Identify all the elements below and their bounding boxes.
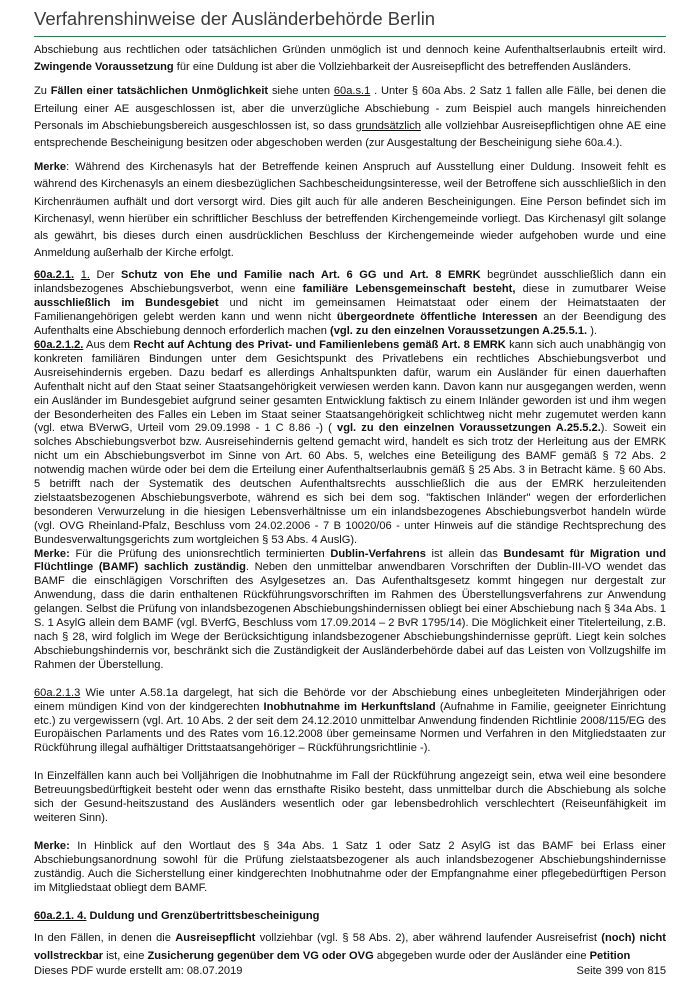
section-link-60a-s-1[interactable]: 60a.s.1 bbox=[333, 85, 371, 98]
page-footer bbox=[34, 965, 666, 977]
page-title: Verfahrenshinweise der Ausländerbehörde Berlin bbox=[34, 8, 666, 37]
footer-created-date: Dieses PDF wurde erstellt am: 08.07.2019 bbox=[34, 965, 243, 977]
paragraph-merke-dublin: Merke: Für die Prüfung des unionsrechtlich terminierten Dublin-Verfahrens ist allein das Bundesamt für Migration und Flüchtlinge (BAMF) sachlich zuständig. Neben den unmittelbar anwendbaren Vorschriften der Dublin-III-VO wendet das BAMF die einschlägigen Vorschriften des Asylgesetzes an. Das Aufenthaltsgesetz kommt hingegen nur dergestalt zur Anwendung, dass die darin enthaltenen Rückführungsvorschriften im Rahmen des Überstellungsverfahrens zur Anwendung gelangen. Selbst die Prüfung von inlandsbezogenen Abschiebungshindernissen obliegt bei einer Abschiebung nach § 34a Abs. 1 S. 1 AsylG allein dem BAMF (vgl. BVerfG, Beschluss vom 17.09.2014 – 2 BvR 1795/14). Die Möglichkeit einer Titelerteilung, z.B. nach § 28, wird folglich im Wege der Berücksichtigung inlandsbezogener Abschiebungshindernisse geprüft. Liegt kein solches Abschiebungshindernis vor, beschränkt sich die Zuständigkeit der Ausländerbehörde dabei auf das Leisten von Vollzugshilfe im Rahmen der Überstellung. bbox=[34, 547, 666, 671]
section-heading-60a-2-1-4: 60a.2.1. 4. Duldung und Grenzübertrittsbescheinigung bbox=[34, 909, 320, 922]
footer-page-number: Seite 399 von 815 bbox=[576, 965, 666, 977]
paragraph-volljaehrige: In Einzelfällen kann auch bei Volljährigen die Inobhutnahme im Fall der Rückführung angezeigt sein, etwa weil eine besondere Betreuungsbedürftigkeit besteht oder wenn das ernsthafte Risiko besteht, dass unmittelbar durch die Abschiebung als solche sich der Gesund-heitszustand des Ausländers wesentlich oder gar lebensbedrohlich verschlechtert (Reiseunfähigkeit im weiteren Sinn). bbox=[34, 770, 666, 824]
document-body bbox=[34, 42, 666, 965]
paragraph-kirchenasyl: Merke: Während des Kirchenasyls hat der Betreffende keinen Anspruch auf Ausstellung einer Duldung. Insoweit fehlt es während des Kirchenasyls an einem diesbezüglichen Sachbescheidungsinteresse, weil der Betroffene sich ausschließlich in den Kirchenräumen aufhält und dort versorgt wird. Dies gilt auch für alle anderen Bescheinigungen. Eine Person befindet sich im Kirchenasyl, wenn hierüber ein schriftlicher Beschluss der betreffenden Kirchengemeinde vorliegt. Das Kirchenasyl gilt solange als gewährt, bis dieses durch einen ausdrücklichen Beschluss der Kirchengemeinde wieder aufgehoben wurde und eine Anmeldung außerhalb der Kirche erfolgt. bbox=[34, 161, 666, 260]
paragraph-ausreisepflicht: In den Fällen, in denen die Ausreisepflicht vollziehbar (vgl. § 58 Abs. 2), aber während laufender Ausreisefrist (noch) nicht vollstreckbar ist, eine Zusicherung gegenüber dem VG oder OVG abgegeben wurde oder der Ausländer eine Petition bbox=[34, 932, 666, 962]
paragraph-60a-2-1-2: 60a.2.1.2. Aus dem Recht auf Achtung des Privat- und Familienlebens gemäß Art. 8 EMRK kann sich auch unabhängig von konkreten familiären Bindungen unter dem Gesichtspunkt des Privatlebens ein rechtliches Abschiebungsverbot und Ausreisehindernis ergeben. Dazu bedarf es allerdings Anhaltspunkten dafür, warum ein Ausländer für einen dauerhaften Aufenthalt nicht auf den Staat seiner Staatsangehörigkeit verwiesen werden kann. Davon kann nur ausgegangen werden, wenn ein Ausländer im Bundesgebiet aufgrund seiner gesamten Entwicklung faktisch zu einem Inländer geworden ist und ihm wegen der Besonderheiten des Falles ein Leben im Staat seiner Staatsangehörigkeit schlichtweg nicht mehr zugemutet werden kann (vgl. etwa BVerwG, Urteil vom 29.09.1998 - 1 C 8.86 -) ( vgl. zu den einzelnen Voraussetzungen A.25.5.2.). Soweit ein solches Abschiebungsverbot bzw. Ausreisehindernis geltend gemacht wird, handelt es sich trotz der Herleitung aus der EMRK nicht um ein Abschiebungsverbot im Sinne von Art. 60 Abs. 5, welches eine Beteiligung des BAMF gemäß § 72 Abs. 2 notwendig machen würde oder bei dem die Erteilung einer Aufenthaltserlaubnis gemäß § 25 Abs. 3 in Betracht käme. § 60 Abs. 5 betrifft nach der Systematik des deutschen Aufenthaltsrechts ausschließlich die aus der EMRK herzuleitenden zielstaatsbezogenen Abschiebungsverbote, während es sich bei dem sog. "faktischen Inländer" wegen der erforderlichen besonderen Verwurzelung in die hiesigen Lebensverhältnisse um ein inlandsbezogenes Abschiebungsverbot handeln würde (vgl. OVG Rheinland-Pfalz, Beschluss vom 24.02.2006 - 7 B 10020/06 - unter Hinweis auf die ständige Rechtsprechung des Bundesverwaltungsgerichts zum wortgleichen § 53 Abs. 4 AuslG). bbox=[34, 338, 666, 546]
paragraph-intro: Abschiebung aus rechtlichen oder tatsächlichen Gründen unmöglich ist und dennoch keine Aufenthaltserlaubnis erteilt wird. Zwingende Voraussetzung für eine Duldung ist aber die Vollziehbarkeit der Ausreisepflicht des betreffenden Ausländers. bbox=[34, 44, 666, 74]
paragraph-60a-2-1-1: 60a.2.1. 1. Der Schutz von Ehe und Familie nach Art. 6 GG und Art. 8 EMRK begründet ausschließlich dann ein inlandsbezogenes Abschiebungsverbot, wenn eine familiäre Lebensgemeinschaft besteht, diese in zumutbarer Weise ausschließlich im Bundesgebiet und nicht im gemeinsamen Heimatstaat oder einem der Heimatstaaten der Familienangehörigen gelebt werden kann und wenn nicht übergeordnete öffentliche Interessen an der Beendigung des Aufenthalts eine Abschiebung dennoch erforderlich machen (vgl. zu den einzelnen Voraussetzungen A.25.5.1. ). bbox=[34, 269, 666, 338]
paragraph-merke-bamf: Merke: In Hinblick auf den Wortlaut des § 34a Abs. 1 Satz 1 oder Satz 2 AsylG ist das BAMF bei Erlass einer Abschiebungsanordnung sowohl für die Prüfung zielstaatsbezogener als auch inlandsbezogener Abschiebungshindernisse zuständig. Auch die Sicherstellung einer kindgerechten Inobhutnahme oder der Empfangnahme einer pflegebedürftigen Person im Mitgliedstaat obliegt dem BAMF. bbox=[34, 839, 666, 894]
paragraph-tatsaechliche-unmoeglichkeit: Zu Fällen einer tatsächlichen Unmöglichkeit siehe unten 60a.s.1 . Unter § 60a Abs. 2 Satz 1 fallen alle Fälle, bei denen die Erteilung einer AE ausgeschlossen ist, aber die unverzügliche Abschiebung - zum Beispiel auch mangels hinreichenden Personals im Abschiebungsbereich ausgeschlossen ist, so dass grundsätzlich alle vollziehbar Ausreisepflichtigen ohne AE eine entsprechende Bescheinigung besitzen oder abgeschoben werden (zur Ausgestaltung der Bescheinigung siehe 60a.4.). bbox=[34, 85, 667, 150]
paragraph-60a-2-1-3: 60a.2.1.3 Wie unter A.58.1a dargelegt, hat sich die Behörde vor der Abschiebung eines unbegleiteten Minderjährigen oder einem mündigen Kind von der kindgerechten Inobhutnahme im Herkunftsland (Aufnahme in Familie, geeigneter Einrichtung etc.) zu vergewissern (vgl. Art. 10 Abs. 2 der seit dem 24.12.2010 unmittelbar Anwendung findenden Richtlinie 2008/115/EG des Europäischen Parlaments und des Rates vom 16.12.2008 über gemeinsame Normen und Verfahren in den Mitgliedstaaten zur Rückführung illegal aufhältiger Drittstaatsangehöriger – Rückführungsrichtlinie -). bbox=[34, 686, 666, 755]
